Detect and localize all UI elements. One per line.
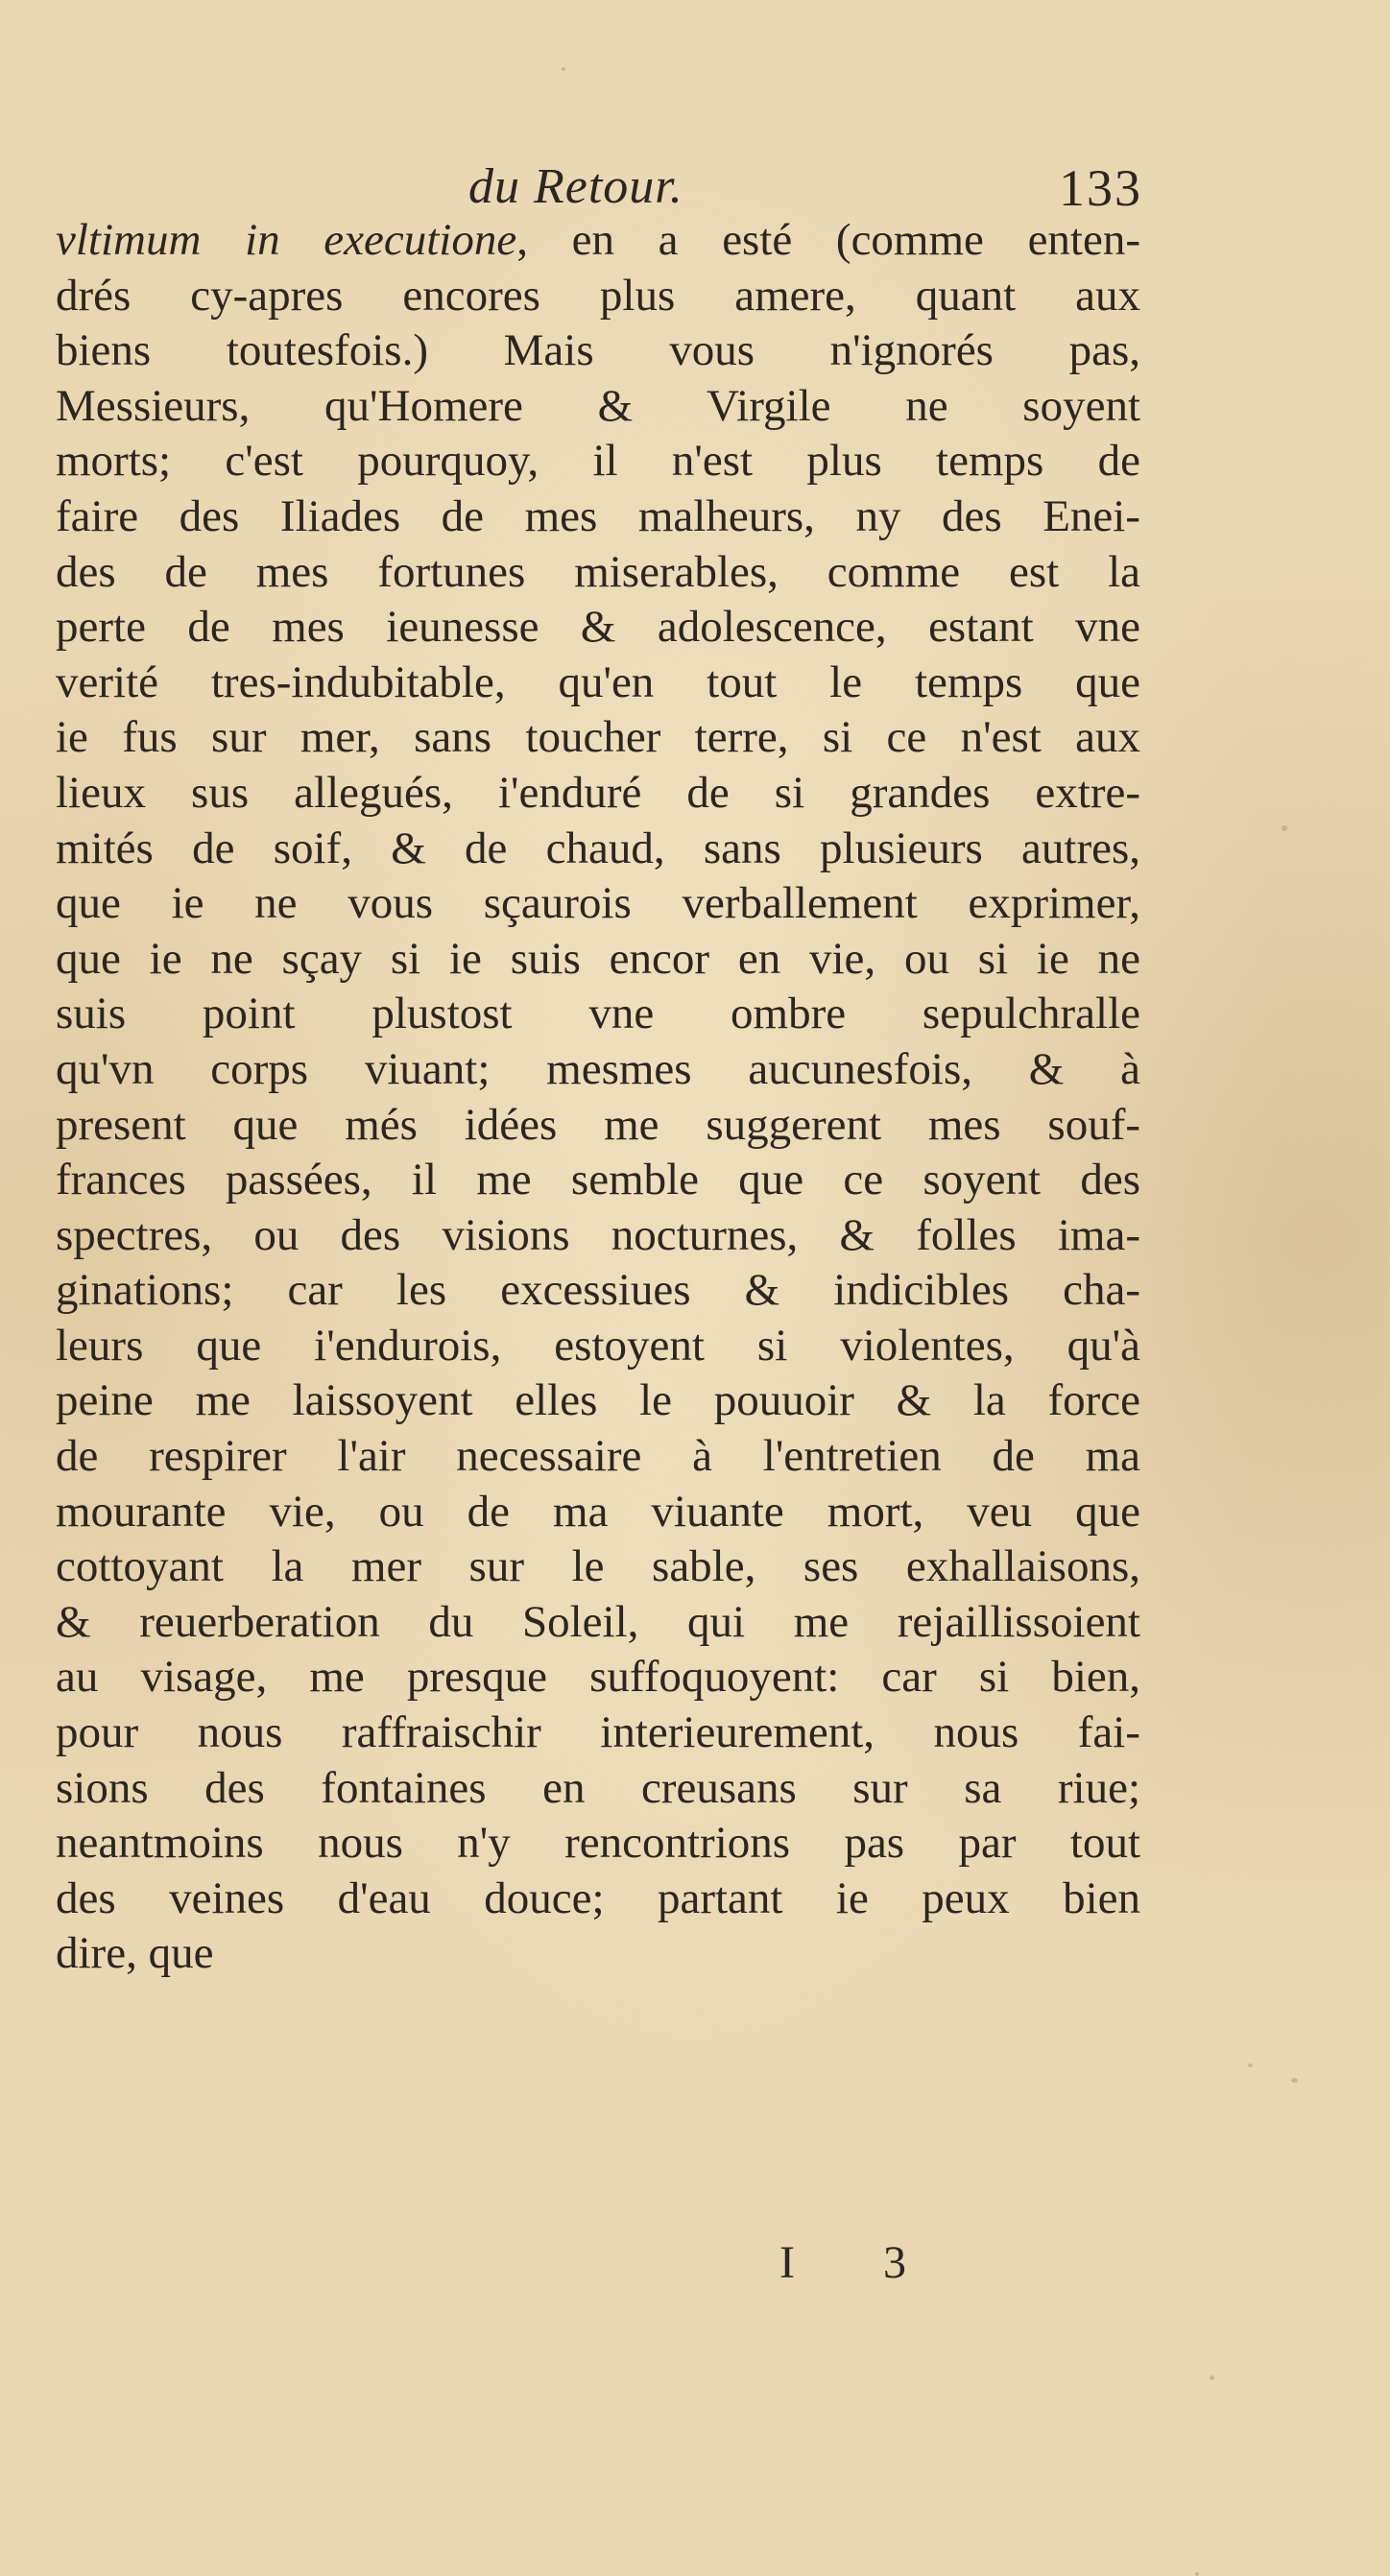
text-line: leurs que i'endurois, estoyent si violentes, qu'à <box>56 1320 1140 1371</box>
text-line: verité tres-indubitable, qu'en tout le temps que <box>56 656 1140 707</box>
running-head: du Retour. <box>468 159 683 214</box>
paper-speck <box>562 67 565 71</box>
text-line: qu'vn corps viuant; mesmes aucunesfois, & à <box>56 1043 1140 1094</box>
text-line: peine me laissoyent elles le pouuoir & la force <box>56 1375 1140 1426</box>
paper-speck <box>1282 825 1287 831</box>
text-line: faire des Iliades de mes malheurs, ny des Enei- <box>56 490 1140 541</box>
text-line: lieux sus allegués, i'enduré de si grandes extre- <box>56 767 1140 818</box>
text-line: dire, que <box>56 1928 214 1979</box>
text-line: sions des fontaines en creusans sur sa riue; <box>56 1762 1140 1813</box>
text-line: drés cy-apres encores plus amere, quant aux <box>56 270 1140 321</box>
text-line: present que més idées me suggerent mes souf- <box>56 1099 1140 1150</box>
paper-speck <box>1291 2078 1298 2083</box>
text-line: & reuerberation du Soleil, qui me rejaillissoient <box>56 1596 1140 1647</box>
text-line: ie fus sur mer, sans toucher terre, si ce n'est aux <box>56 712 1140 763</box>
text-line: ginations; car les excessiues & indicibles cha- <box>56 1265 1140 1316</box>
text-line: spectres, ou des visions nocturnes, & folles ima- <box>56 1209 1140 1260</box>
text-line: que ie ne vous sçaurois verballement exprimer, <box>56 878 1140 929</box>
body-text <box>56 213 1140 1982</box>
page-number: 133 <box>1059 159 1142 217</box>
paper-speck <box>1210 2375 1214 2380</box>
text-line: mités de soif, & de chaud, sans plusieurs autres, <box>56 823 1140 873</box>
paper-speck <box>1195 2572 1199 2576</box>
paper-speck <box>1248 2063 1253 2067</box>
text-line: pour nous raffraischir interieurement, nous fai- <box>56 1707 1140 1758</box>
text-line: Messieurs, qu'Homere & Virgile ne soyent <box>56 380 1140 431</box>
text-line: neantmoins nous n'y rencontrions pas par tout <box>56 1818 1140 1869</box>
text-line: mourante vie, ou de ma viuante mort, veu que <box>56 1486 1140 1537</box>
text-line: au visage, me presque suffoquoyent: car si bien, <box>56 1652 1140 1703</box>
text-line: de respirer l'air necessaire à l'entretien de ma <box>56 1431 1140 1482</box>
text-lines <box>56 269 1140 1982</box>
text-line: morts; c'est pourquoy, il n'est plus temps de <box>56 436 1140 487</box>
text-line: cottoyant la mer sur le sable, ses exhallaisons, <box>56 1541 1140 1592</box>
text-line: des de mes fortunes miserables, comme est la <box>56 546 1140 597</box>
text-line: biens toutesfois.) Mais vous n'ignorés pas, <box>56 325 1140 376</box>
text-line: que ie ne sçay si ie suis encor en vie, ou si ie ne <box>56 933 1140 984</box>
text-line: des veines d'eau douce; partant ie peux bien <box>56 1872 1140 1923</box>
text-line-first <box>56 213 1140 269</box>
latin-phrase: vltimum in executione <box>56 215 517 265</box>
text-line: perte de mes ieunesse & adolescence, estant vne <box>56 602 1140 653</box>
text-line: suis point plustost vne ombre sepulchralle <box>56 989 1140 1039</box>
first-line-rest: , en a esté (comme enten- <box>516 215 1140 265</box>
text-line: frances passées, il me semble que ce soyent des <box>56 1155 1140 1205</box>
signature-mark: I 3 <box>779 2237 945 2288</box>
